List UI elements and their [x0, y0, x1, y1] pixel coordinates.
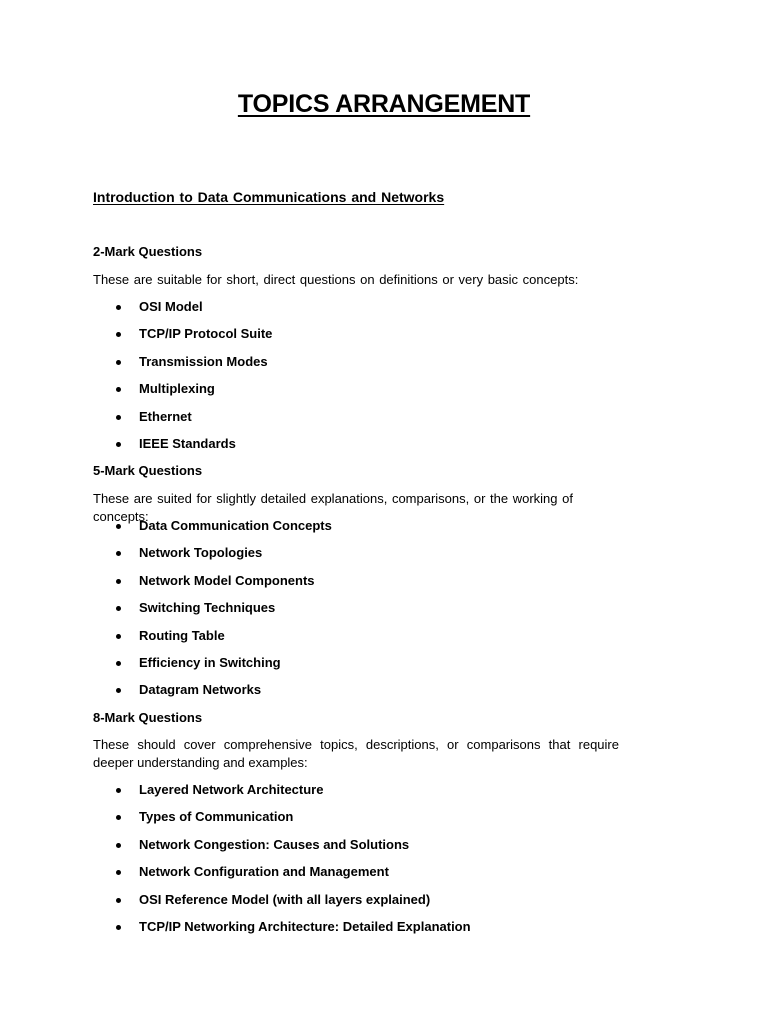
- group-description-5-mark: These are suited for slightly detailed explanations, comparisons, or the working of concepts:: [93, 491, 573, 524]
- bullet-icon: [116, 843, 121, 848]
- list-item: Types of Communication: [0, 808, 471, 835]
- section-heading: Introduction to Data Communications and Networks: [93, 189, 445, 205]
- bullet-list-5-mark: [0, 517, 332, 709]
- list-item: Routing Table: [0, 627, 332, 654]
- list-item: Transmission Modes: [0, 353, 272, 380]
- list-item: Network Configuration and Management: [0, 863, 471, 890]
- group-heading-8-mark: 8-Mark Questions: [93, 710, 203, 725]
- bullet-icon: [116, 360, 121, 365]
- bullet-icon: [116, 579, 121, 584]
- list-item: Layered Network Architecture: [0, 781, 471, 808]
- list-item: Network Topologies: [0, 544, 332, 571]
- bullet-icon: [116, 870, 121, 875]
- bullet-list-8-mark: [0, 781, 471, 945]
- bullet-icon: [116, 524, 121, 529]
- list-item: OSI Reference Model (with all layers explained): [0, 891, 471, 918]
- list-item: Network Model Components: [0, 572, 332, 599]
- bullet-icon: [116, 925, 121, 930]
- list-item: Network Congestion: Causes and Solutions: [0, 836, 471, 863]
- list-item: TCP/IP Networking Architecture: Detailed Explanation: [0, 918, 471, 945]
- group-description-2-mark: These are suitable for short, direct questions on definitions or very basic concepts:: [93, 272, 579, 287]
- list-item: OSI Model: [0, 298, 272, 325]
- list-item: Multiplexing: [0, 380, 272, 407]
- group-heading-5-mark: 5-Mark Questions: [93, 463, 203, 478]
- bullet-list-2-mark: [0, 298, 272, 462]
- bullet-icon: [116, 305, 121, 310]
- group-description-8-mark: These should cover comprehensive topics, descriptions, or comparisons that require deeper understanding and examples:: [93, 737, 619, 770]
- bullet-icon: [116, 898, 121, 903]
- group-heading-2-mark: 2-Mark Questions: [93, 244, 203, 259]
- list-item: TCP/IP Protocol Suite: [0, 325, 272, 352]
- list-item: IEEE Standards: [0, 435, 272, 462]
- bullet-icon: [116, 442, 121, 447]
- bullet-icon: [116, 788, 121, 793]
- bullet-icon: [116, 387, 121, 392]
- list-item: Switching Techniques: [0, 599, 332, 626]
- list-item: Ethernet: [0, 408, 272, 435]
- bullet-icon: [116, 688, 121, 693]
- list-item: Data Communication Concepts: [0, 517, 332, 544]
- list-item: Efficiency in Switching: [0, 654, 332, 681]
- bullet-icon: [116, 661, 121, 666]
- bullet-icon: [116, 415, 121, 420]
- bullet-icon: [116, 332, 121, 337]
- bullet-icon: [116, 815, 121, 820]
- bullet-icon: [116, 634, 121, 639]
- bullet-icon: [116, 551, 121, 556]
- page-title: TOPICS ARRANGEMENT: [237, 90, 531, 118]
- bullet-icon: [116, 606, 121, 611]
- list-item: Datagram Networks: [0, 681, 332, 708]
